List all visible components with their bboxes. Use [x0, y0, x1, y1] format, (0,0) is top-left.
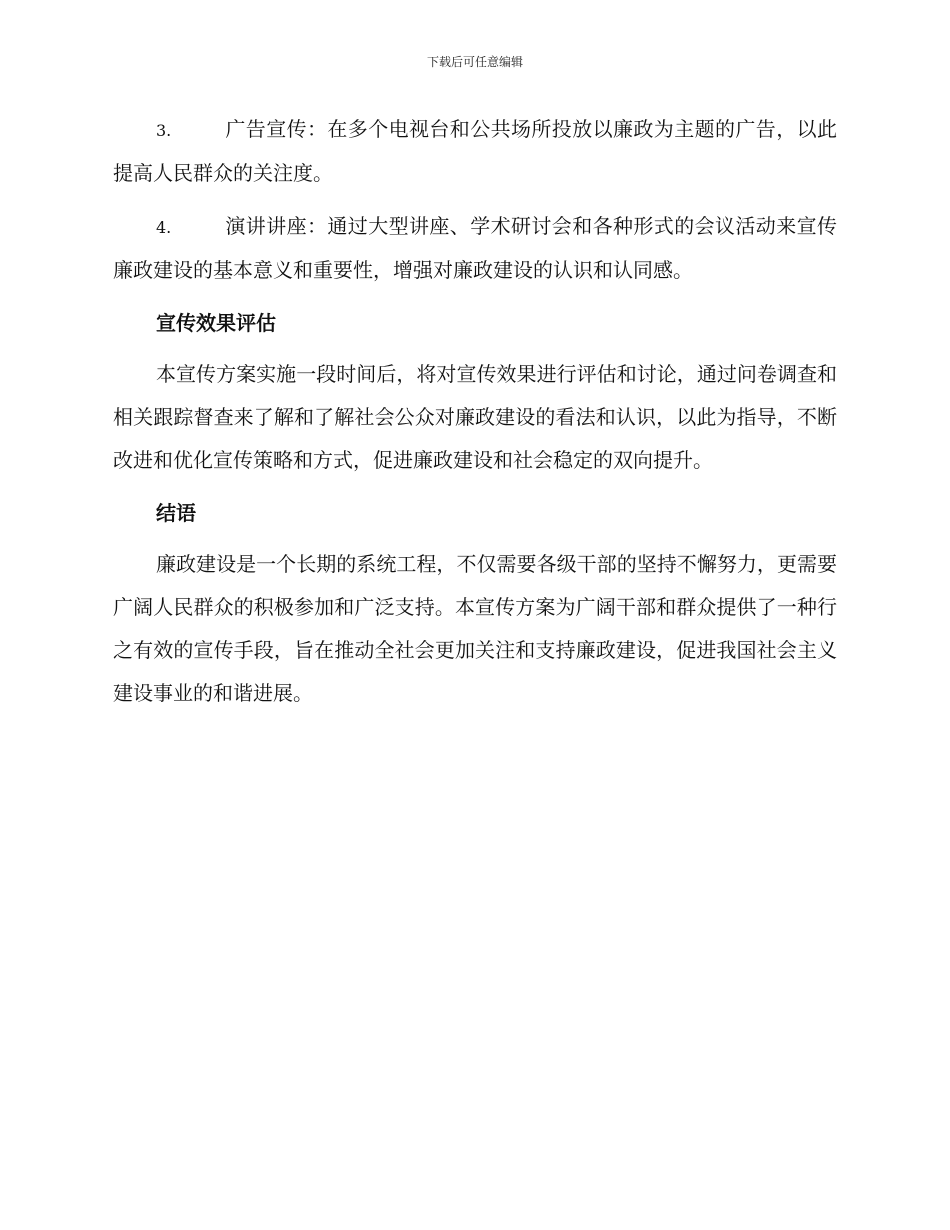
document-body: [113, 108, 837, 725]
list-item-3: [113, 108, 837, 195]
list-item-text: 演讲讲座：通过大型讲座、学术研讨会和各种形式的会议活动来宣传廉政建设的基本意义和重要性，增强对廉政建设的认识和认同感。: [113, 214, 837, 282]
list-item-4: [113, 205, 837, 292]
page-header: 下载后可任意编辑: [426, 55, 523, 69]
list-number: 3.: [156, 121, 172, 140]
section-body-conclusion: 廉政建设是一个长期的系统工程，不仅需要各级干部的坚持不懈努力，更需要广阔人民群众的积极参加和广泛支持。本宣传方案为广阔干部和群众提供了一种行之有效的宣传手段，旨在推动全社会更加关注和支持廉政建设，促进我国社会主义建设事业的和谐进展。: [113, 552, 837, 705]
section-heading-evaluation: 宣传效果评估: [156, 311, 276, 335]
section-body-evaluation: 本宣传方案实施一段时间后，将对宣传效果进行评估和讨论，通过问卷调查和相关跟踪督查来了解和了解社会公众对廉政建设的看法和认识，以此为指导，不断改进和优化宣传策略和方式，促进廉政建设和社会稳定的双向提升。: [113, 362, 837, 472]
section-heading-conclusion: 结语: [156, 501, 196, 525]
list-item-text: 广告宣传：在多个电视台和公共场所投放以廉政为主题的广告，以此提高人民群众的关注度。: [113, 117, 837, 185]
list-number: 4.: [156, 218, 172, 237]
